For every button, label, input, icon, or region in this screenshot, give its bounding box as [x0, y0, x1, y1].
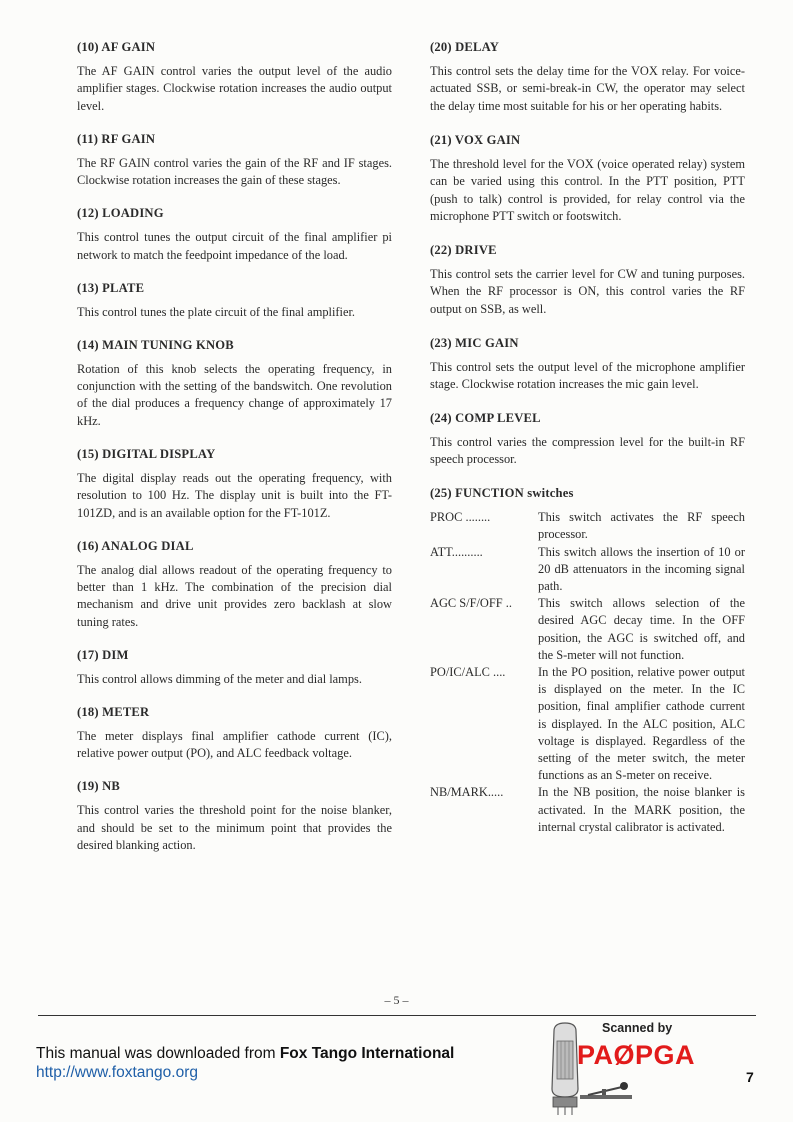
heading-main: (25) FUNCTION: [430, 486, 524, 501]
control-section: [77, 779, 392, 854]
section-heading: (11) RF GAIN: [77, 131, 156, 146]
control-section: [430, 336, 745, 394]
control-section: [77, 338, 392, 431]
footer-divider: [38, 1015, 756, 1016]
control-section: [430, 40, 745, 115]
footer-brand: Fox Tango International: [279, 1045, 455, 1062]
control-section: [77, 648, 392, 688]
section-heading: (19) NB: [77, 779, 121, 794]
switch-description: This switch activates the RF speech processor.: [538, 510, 745, 542]
section-body: The meter displays final amplifier cathode current (IC), relative power output (PO), and ALC feedback voltage.: [77, 728, 392, 761]
control-section: [430, 133, 745, 226]
switch-description: This switch allows the insertion of 10 or 20 dB attenuators in the incoming signal path.: [538, 544, 745, 593]
section-heading: (14) MAIN TUNING KNOB: [77, 337, 234, 352]
scanned-by-label: Scanned by: [602, 1021, 673, 1035]
section-body: The RF GAIN control varies the gain of the RF and IF stages. Clockwise rotation increases the gain of these stages.: [77, 155, 392, 188]
morse-key-icon: [578, 1079, 638, 1101]
section-heading: (12) LOADING: [77, 206, 164, 221]
footer-prefix: This manual was downloaded from: [36, 1045, 280, 1062]
section-body: The threshold level for the VOX (voice operated relay) system can be varied using this control. In the PTT position, PTT (push to talk) control is provided, for relay control via the microphone PTT switch or footswitch.: [430, 156, 745, 223]
switch-name: NB/MARK.....: [430, 785, 504, 800]
section-body: This control sets the carrier level for CW and tuning purposes. When the RF processor is ON, this control varies the RF output on SSB, as well.: [430, 266, 745, 316]
control-section: [77, 40, 392, 115]
section-body: This control tunes the plate circuit of the final amplifier.: [77, 304, 356, 319]
section-heading: [430, 486, 745, 501]
switch-description: In the PO position, relative power output is displayed on the meter. In the IC position, final amplifier cathode current is displayed. In the ALC position, ALC voltage is displayed. Regardless of the setting of the meter switch, the meter functions as an S-meter on receive.: [538, 665, 745, 783]
section-body: The analog dial allows readout of the operating frequency to better than 1 kHz. The combination of the precision dial mechanism and drive unit provides zero backlash at slow tuning rates.: [77, 562, 392, 629]
heading-tail: switches: [527, 486, 574, 501]
control-section: [77, 447, 392, 522]
control-section: [77, 206, 392, 264]
control-section: [77, 281, 392, 321]
switch-description: In the NB position, the noise blanker is activated. In the MARK position, the internal crystal calibrator is activated.: [538, 785, 745, 834]
section-body: The AF GAIN control varies the output level of the audio amplifier stages. Clockwise rotation increases the audio output level.: [77, 64, 392, 113]
control-section: [77, 539, 392, 632]
section-body: This control sets the output level of the microphone amplifier stage. Clockwise rotation increases the mic gain level.: [430, 359, 745, 391]
footer-url-link[interactable]: http://www.foxtango.org: [36, 1064, 198, 1081]
section-heading: (13) PLATE: [77, 280, 145, 295]
control-section: [430, 411, 745, 469]
switch-name: PROC ........: [430, 510, 491, 525]
section-heading: (24) COMP LEVEL: [430, 410, 541, 425]
section-body: This control tunes the output circuit of the final amplifier pi network to match the feedpoint impedance of the load.: [77, 230, 392, 262]
switch-name: ATT..........: [430, 544, 483, 559]
section-heading: (21) VOX GAIN: [430, 132, 521, 147]
section-heading: (22) DRIVE: [430, 242, 497, 257]
switch-row: [430, 544, 745, 596]
switch-row: [430, 595, 745, 664]
switch-name: PO/IC/ALC ....: [430, 665, 506, 680]
switch-name: AGC S/F/OFF ..: [430, 596, 512, 611]
section-heading: (17) DIM: [77, 647, 129, 662]
section-heading: (18) METER: [77, 704, 150, 719]
switch-row: [430, 664, 745, 784]
section-body: This control varies the threshold point for the noise blanker, and should be set to the minimum point that provides the desired blanking action.: [77, 803, 392, 853]
section-heading: (15) DIGITAL DISPLAY: [77, 446, 216, 461]
right-column: [430, 40, 745, 836]
scanned-by-badge: [540, 1019, 730, 1119]
function-switches-section: [430, 486, 745, 836]
switch-description: This switch allows selection of the desired AGC decay time. In the OFF position, the AGC is switched off, and the S-meter will not function.: [538, 596, 745, 662]
download-footer: [36, 1044, 454, 1082]
section-heading: (10) AF GAIN: [77, 40, 156, 54]
section-body: The digital display reads out the operating frequency, with resolution to 100 Hz. The display unit is built into the FT-101ZD, and is an available option for the FT-101Z.: [77, 470, 392, 520]
switch-row: [430, 509, 745, 543]
control-section: [77, 132, 392, 190]
switch-row: [430, 784, 745, 836]
section-body: This control varies the compression level for the built-in RF speech processor.: [430, 434, 745, 467]
section-heading: (16) ANALOG DIAL: [77, 538, 194, 553]
section-body: Rotation of this knob selects the operating frequency, in conjunction with the setting of the bandswitch. One revolution of the dial produces a frequency change of approximately 17 kHz.: [77, 361, 392, 428]
section-heading: (20) DELAY: [430, 40, 500, 54]
section-heading: (23) MIC GAIN: [430, 335, 519, 350]
control-section: [430, 243, 745, 318]
section-body: This control sets the delay time for the VOX relay. For voice-actuated SSB, or semi-break-in CW, the operator may select the delay time most suitable for his or her operating habits.: [430, 64, 745, 113]
pdf-page-number: 7: [746, 1069, 754, 1085]
page-number: – 5 –: [384, 993, 409, 1007]
left-column: [77, 40, 392, 871]
control-section: [77, 705, 392, 763]
callsign-logo: PAØPGA: [577, 1040, 696, 1070]
section-body: This control allows dimming of the meter and dial lamps.: [77, 671, 362, 686]
